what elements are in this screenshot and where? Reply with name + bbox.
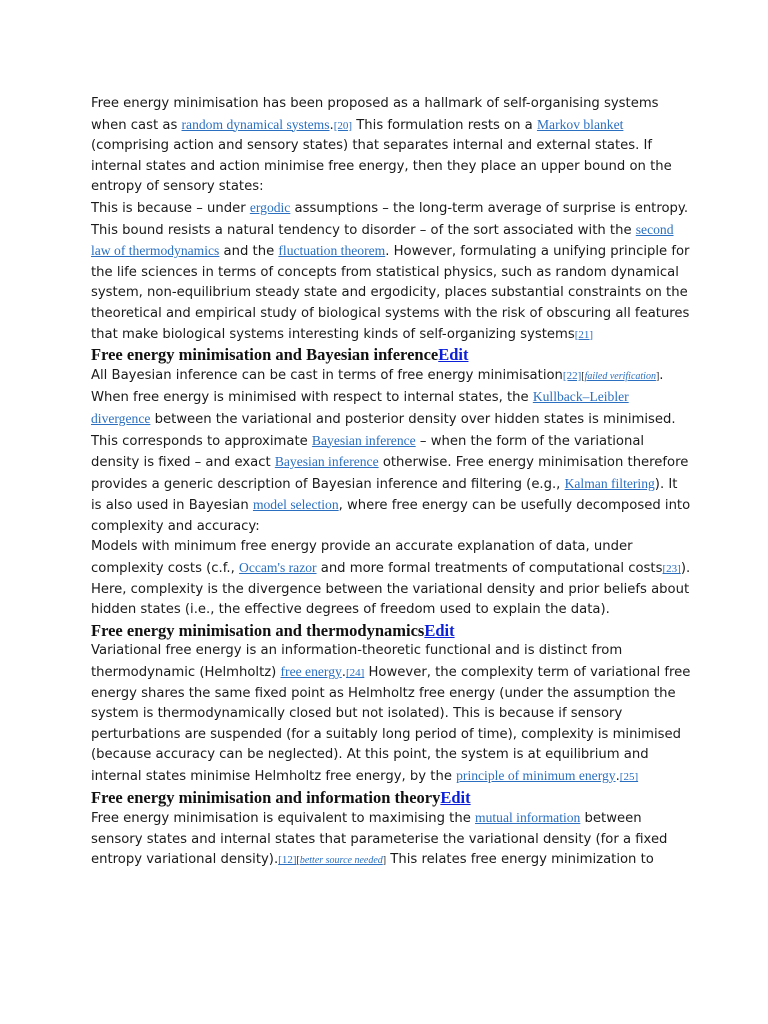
text: ). It is also used in Bayesian bbox=[91, 476, 678, 514]
link-fluctuation-theorem[interactable]: fluctuation theorem bbox=[278, 243, 386, 259]
link-bayesian-inference-approximate[interactable]: Bayesian inference bbox=[311, 432, 416, 448]
heading-title: Free energy minimisation and Bayesian inference bbox=[91, 345, 439, 365]
text: . When free energy is minimised with respect to internal states, the bbox=[91, 367, 664, 406]
section-heading-thermodynamics bbox=[91, 621, 691, 642]
reference-22[interactable]: [22] bbox=[562, 369, 582, 382]
reference-12[interactable]: [12] bbox=[278, 854, 297, 867]
link-free-energy[interactable]: free energy bbox=[280, 664, 342, 680]
text: assumptions – the long-term average of surprise is entropy. This bound resists a natural tendency to disorder – of the sort associated with the bbox=[91, 200, 689, 238]
link-principle-of-minimum-energy[interactable]: principle of minimum energy bbox=[456, 768, 616, 783]
reference-24[interactable]: [24] bbox=[346, 667, 365, 680]
text: All Bayesian inference can be cast in terms of free energy minimisation bbox=[91, 367, 563, 383]
text: between the variational and posterior density over hidden states is minimised. This corresponds to approximate bbox=[91, 411, 676, 449]
text: and the bbox=[219, 244, 279, 260]
text: otherwise. Free energy minimisation therefore provides a generic description of Bayesian inference and filtering (e.g., bbox=[91, 455, 689, 492]
heading-title: Free energy minimisation and thermodynamics bbox=[91, 620, 425, 640]
edit-link[interactable]: Edit bbox=[440, 787, 471, 807]
text: This relates free energy minimization to bbox=[386, 852, 654, 868]
paragraph-ergodic bbox=[91, 198, 691, 345]
text: ). Here, complexity is the divergence between the variational density and prior beliefs about hidden states (i.e., the effective degrees of freedom used to explain the data). bbox=[91, 561, 691, 618]
link-model-selection[interactable]: model selection bbox=[252, 497, 339, 513]
reference-21[interactable]: [21] bbox=[574, 328, 594, 341]
link-mutual-information[interactable]: mutual information bbox=[475, 810, 581, 826]
paragraph-thermodynamics bbox=[91, 641, 691, 787]
text: This is because – under bbox=[91, 200, 250, 216]
link-second-law-of-thermodynamics[interactable]: second law of thermodynamics bbox=[91, 221, 674, 259]
paragraph-minimum-free-energy-models bbox=[91, 537, 691, 620]
link-kalman-filtering[interactable]: Kalman filtering bbox=[564, 475, 655, 491]
section-heading-bayesian-inference bbox=[91, 345, 691, 366]
text: Models with minimum free energy provide an accurate explanation of data, under complexity costs (c.f., bbox=[91, 539, 633, 577]
link-markov-blanket[interactable]: Markov blanket bbox=[536, 116, 624, 132]
text: . bbox=[329, 117, 334, 133]
better-source-needed-tag[interactable]: better source needed bbox=[299, 855, 383, 867]
reference-23[interactable]: [23] bbox=[662, 563, 681, 576]
text: However, the complexity term of variational free energy shares the same fixed point as Helmholtz free energy (under the assumption the system is thermodynamically closed but not isolated). This is because if sensory perturbations are suspended (for a suitably long period of time), complexity is minimised (because accuracy can be neglected). At this point, the system is at equilibrium and internal states minimise Helmholtz free energy, by the bbox=[91, 665, 691, 784]
edit-link[interactable]: Edit bbox=[438, 345, 469, 365]
article-body bbox=[91, 94, 691, 872]
text: – when the form of the variational density is fixed – and exact bbox=[91, 433, 645, 471]
text: Variational free energy is an information-theoretic functional and is distinct from thermodynamic (Helmholtz) bbox=[91, 643, 623, 681]
bracket: [ bbox=[581, 370, 585, 382]
reference-25[interactable]: [25] bbox=[619, 771, 639, 783]
link-occams-razor[interactable]: Occam's razor bbox=[239, 560, 317, 576]
edit-link[interactable]: Edit bbox=[424, 620, 455, 640]
reference-20[interactable]: [20] bbox=[333, 119, 353, 132]
text: This formulation rests on a bbox=[352, 117, 537, 133]
text: . bbox=[341, 665, 346, 681]
text: Free energy minimisation has been proposed as a hallmark of self-organising systems when cast as bbox=[91, 96, 659, 133]
failed-verification-tag[interactable]: failed verification bbox=[584, 370, 656, 382]
text: (comprising action and sensory states) that separates internal and external states. If internal states and action minimise free energy, then they place an upper bound on the entropy of sensory states: bbox=[91, 138, 672, 195]
link-random-dynamical-systems[interactable]: random dynamical systems bbox=[181, 116, 330, 132]
text: and more formal treatments of computational costs bbox=[316, 561, 663, 577]
link-ergodic[interactable]: ergodic bbox=[249, 199, 291, 215]
section-heading-information-theory bbox=[91, 788, 691, 809]
bracket: ] bbox=[382, 855, 387, 867]
text: . However, formulating a unifying principle for the life sciences in terms of concepts from statistical physics, such as random dynamical system, non-equilibrium steady state and ergodicity, places substantial constraints on the theoretical and empirical study of biological systems with the risk of obscuring all features that make biological systems interesting kinds of self-organizing systems bbox=[91, 244, 690, 342]
paragraph-self-organisation bbox=[91, 94, 691, 198]
paragraph-information-theory bbox=[91, 808, 691, 872]
paragraph-bayesian-inference bbox=[91, 366, 691, 538]
text: , where free energy can be usefully decomposed into complexity and accuracy: bbox=[91, 498, 691, 534]
link-bayesian-inference-exact[interactable]: Bayesian inference bbox=[274, 454, 379, 470]
text: Free energy minimisation is equivalent to maximising the bbox=[91, 811, 476, 827]
text: . bbox=[615, 769, 620, 784]
bracket: [ bbox=[296, 855, 300, 867]
link-kullback-leibler-divergence[interactable]: Kullback–Leibler divergence bbox=[91, 389, 629, 426]
heading-title: Free energy minimisation and information theory bbox=[91, 787, 441, 807]
bracket: ] bbox=[655, 370, 660, 382]
text: between sensory states and internal states that parameterise the variational density (for a fixed entropy variational density). bbox=[91, 811, 668, 868]
